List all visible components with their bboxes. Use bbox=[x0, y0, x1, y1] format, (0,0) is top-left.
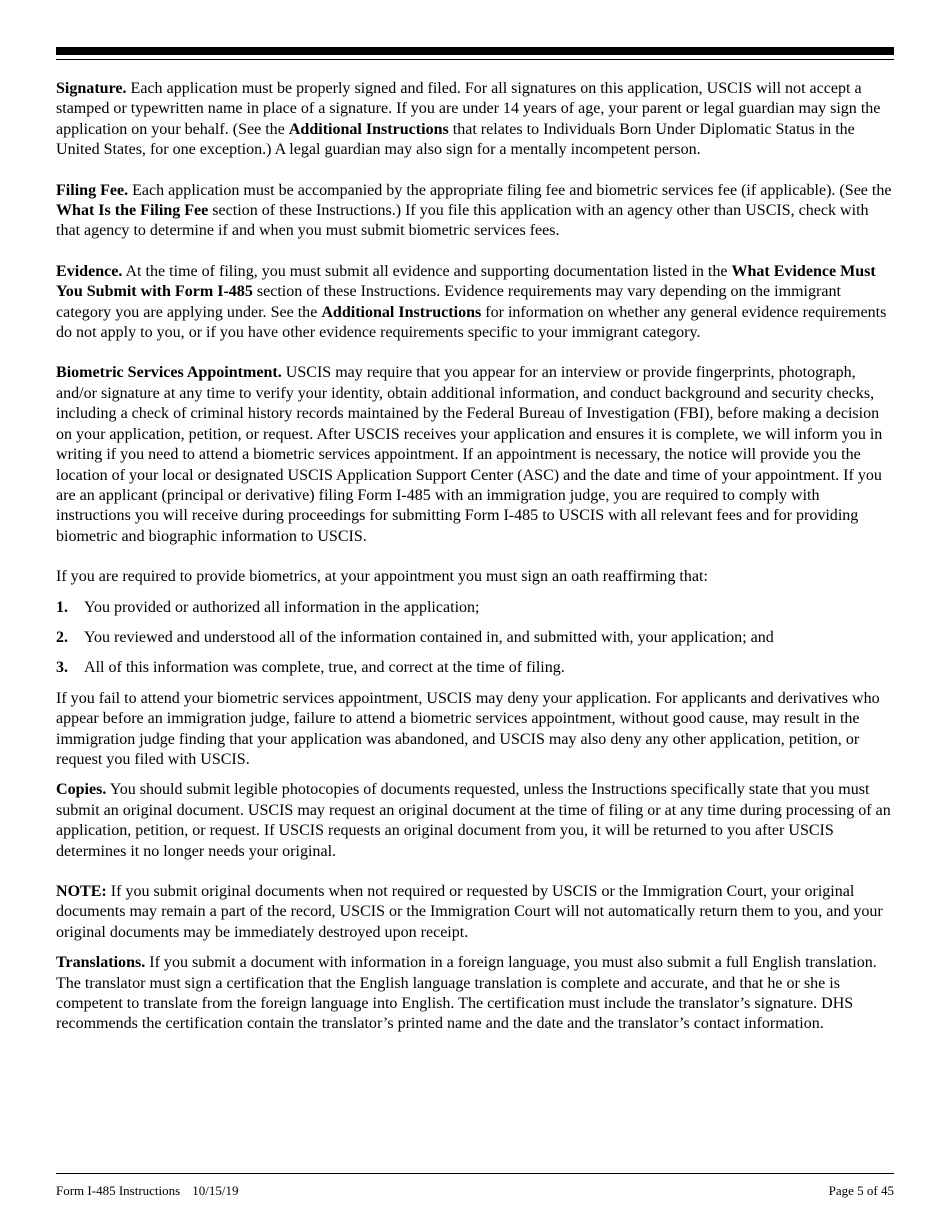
filing-fee-heading: Filing Fee. bbox=[56, 181, 129, 199]
oath-intro: If you are required to provide biometrics, at your appointment you must sign an oath reaffirming that: bbox=[56, 568, 708, 586]
biometric-heading: Biometric Services Appointment. bbox=[56, 364, 282, 382]
footer-form-info bbox=[56, 1183, 238, 1199]
list-item bbox=[56, 598, 896, 618]
filing-fee-paragraph: Filing Fee. Each application must be accompanied by the appropriate filing fee and biometric services fee (if applicable). (See the What Is the Filing Fee section of these Instructions.) If you file this application with an agency other than USCIS, check with that agency to determine if and when you must submit biometric services fees. bbox=[56, 181, 892, 240]
footer-page-number: Page 5 of 45 bbox=[828, 1183, 894, 1198]
footer-edition-date: 10/15/19 bbox=[192, 1183, 239, 1198]
translations-heading: Translations. bbox=[56, 954, 146, 972]
signature-paragraph: Signature. Each application must be properly signed and filed. For all signatures on this application, USCIS will not accept a stamped or typewritten name in place of a signature. If you are under 14 years of age, your parent or legal guardian may sign the application on your behalf. (See the Additional Instructions that relates to Individuals Born Under Diplomatic Status in the United States, for one exception.) A legal guardian may also sign for a mentally incompetent person. bbox=[56, 80, 881, 159]
list-item bbox=[56, 628, 896, 648]
biometric-paragraph: Biometric Services Appointment. USCIS may require that you appear for an interview or provide fingerprints, photograph, and/or signature at any time to verify your identity, obtain additional information, and conduct background and security checks, including a check of criminal history records maintained by the Federal Bureau of Investigation (FBI), before making a decision on your application, petition, or request. After USCIS receives your application and ensures it is complete, we will inform you in writing if you need to attend a biometric services appointment. If an appointment is necessary, the notice will provide you the location of your local or designated USCIS Application Support Center (ASC) and the date and time of your appointment. If you are an applicant (principal or derivative) filing Form I-485 with an immigration judge, you are required to comply with instructions you will receive during proceedings for submitting Form I-485 to USCIS with all relevant fees and for providing biometric and biographic information to USCIS. bbox=[56, 364, 883, 545]
list-text: You reviewed and understood all of the information contained in, and submitted with, your application; and bbox=[84, 628, 774, 646]
note-paragraph: NOTE: If you submit original documents when not required or requested by USCIS or the Immigration Court, your original documents may remain a part of the record, USCIS or the Immigration Court will not automatically return them to you, and your original documents may be immediately destroyed upon receipt. bbox=[56, 883, 883, 941]
copies-paragraph: Copies. You should submit legible photocopies of documents requested, unless the Instructions specifically state that you must submit an original document. USCIS may request an original document at the time of filing or at any time during processing of an application, petition, or request. If USCIS requests an original document from you, it will be returned to you after USCIS determines it no longer needs your original. bbox=[56, 781, 891, 860]
header-rule-thick bbox=[56, 47, 894, 55]
signature-heading: Signature. bbox=[56, 80, 127, 97]
evidence-paragraph: Evidence. At the time of filing, you must submit all evidence and supporting documentation listed in the What Evidence Must You Submit with Form I-485 section of these Instructions. Evidence requirements may vary depending on the immigrant category you are applying under. See the Additional Instructions for information on whether any general evidence requirements do not apply to you, or if you have other evidence requirements specific to your immigrant category. bbox=[56, 262, 887, 342]
footer-rule bbox=[56, 1173, 894, 1174]
note-heading: NOTE: bbox=[56, 883, 107, 900]
evidence-heading: Evidence. bbox=[56, 262, 123, 280]
list-text: All of this information was complete, true, and correct at the time of filing. bbox=[84, 659, 565, 677]
page-content bbox=[56, 79, 896, 1035]
copies-heading: Copies. bbox=[56, 781, 107, 799]
list-item bbox=[56, 658, 896, 678]
footer-form-name: Form I-485 Instructions bbox=[56, 1183, 181, 1198]
list-number: 3. bbox=[56, 659, 69, 677]
list-number: 1. bbox=[56, 598, 69, 616]
header-rule-thin bbox=[56, 59, 894, 60]
list-number: 2. bbox=[56, 628, 69, 646]
fail-to-attend-paragraph: If you fail to attend your biometric services appointment, USCIS may deny your application. For applicants and derivatives who appear before an immigration judge, failure to attend a biometric services appointment, without good cause, may result in the immigration judge finding that your application was abandoned, and USCIS may also deny any other application, petition, or request you filed with USCIS. bbox=[56, 689, 880, 768]
translations-paragraph: Translations. If you submit a document with information in a foreign language, you must also submit a full English translation. The translator must sign a certification that the English language translation is complete and accurate, and that he or she is competent to translate from the foreign language into English. The certification must include the translator’s signature. DHS recommends the certification contain the translator’s printed name and the date and the translator’s contact information. bbox=[56, 954, 877, 1033]
list-text: You provided or authorized all information in the application; bbox=[84, 598, 480, 616]
